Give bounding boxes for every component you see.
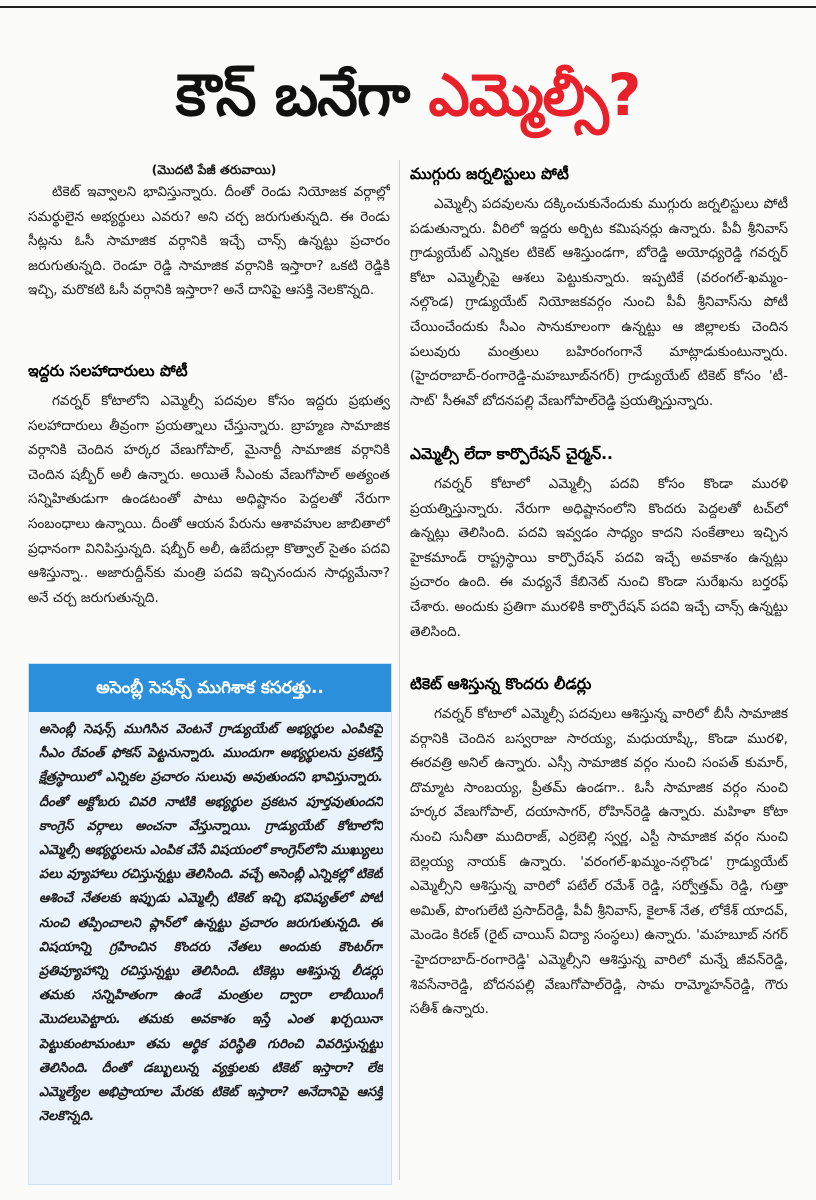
sidebar-box-title: అసెంబ్లీ సెషన్స్ ముగిశాక కసరత్తు.. (29, 664, 391, 712)
article-paragraph: ఎమ్మెల్సీ పదవులను దక్కించుకునేందుకు ముగ్గురు జర్నలిస్టులు పోటీ పడుతున్నారు. వీరిలో ఇద్దరు అర్బిట కమిషనర్లు ఉన్నారు. పీవీ శ్రీనివాస్ గ్రాడ్యుయేట్ ఎన్నికల టికెట్ ఆశిస్తుండగా, బోరెడ్డి అయోధ్యరెడ్డి గవర్నర్ కోటా ఎమ్మెల్సీపై ఆశలు పెట్టుకున్నారు. ఇప్పటికే (వరంగల్-ఖమ్మం-నల్గొండ) గ్రాడ్యుయేట్ నియోజకవర్గం నుంచి పీవీ శ్రీనివాస్‌ను పోటీ చేయించేందుకు సీఎం సానుకూలంగా ఉన్నట్టు ఆ జిల్లాలకు చెందిన పలువురు మంత్రులు బహిరంగంగానే మాట్లాడుకుంటున్నారు. (హైదరాబాద్-రంగారెడ్డి-మహబూబ్‌నగర్) గ్రాడ్యుయేట్ టికెట్ కోసం 'టీ-సాట్' సీఈవో బోదనపల్లి వేణుగోపాల్‌రెడ్డి ప్రయత్నిస్తున్నారు. (410, 196, 788, 409)
column-divider (399, 160, 400, 1180)
right-column (410, 160, 788, 1072)
headline (0, 40, 816, 150)
subheading: ఇద్దరు సలహాదారులు పోటీ (28, 362, 188, 380)
subheading: ముగ్గురు జర్నలిస్టులు పోటీ (410, 165, 569, 183)
headline-black: కౌన్ బనేగా (175, 61, 429, 129)
article-paragraph: గవర్నర్ కోటాలో ఎమ్మెల్సీ పదవి కోసం కొండా మురళి ప్రయత్నిస్తున్నారు. నేరుగా అధిష్టానంలోని కొందరు పెద్దలతో టచ్‌లో ఉన్నట్లు తెలిసింది. పదవి ఇవ్వడం సాధ్యం కాదని సంకేతాలు ఇచ్చిన హైకమాండ్ రాష్ట్రస్థాయి కార్పొరేషన్ పదవి ఇచ్చే అవకాశం ఉన్నట్లు ప్రచారం ఉంది. ఈ మధ్యనే కేబినెట్ నుంచి కొండా సురేఖను బర్తరఫ్ చేశారు. అందుకు ప్రతిగా మురళికి కార్పొరేషన్ పదవి ఇచ్చే చాన్స్ ఉన్నట్టు తెలిసింది. (410, 476, 788, 640)
subheading: టికెట్ ఆశిస్తున్న కొందరు లీడర్లు (410, 675, 592, 693)
headline-red: ఎమ్మెల్సీ? (428, 61, 641, 129)
left-column (28, 160, 390, 685)
top-rule (0, 6, 816, 8)
continuation-note: (మొదటి పేజీ తరువాయి) (151, 162, 277, 177)
article-paragraph: టికెట్ ఇవ్వాలని భావిస్తున్నారు. దీంతో రెండు నియోజక వర్గాల్లో సమర్థులైన అభ్యర్థులు ఎవరు? అని చర్చ జరుగుతున్నది. ఈ రెండు సీట్లను ఓసీ సామాజిక వర్గానికి ఇచ్చే చాన్స్ ఉన్నట్టు ప్రచారం జరుగుతున్నది. రెండూ రెడ్డి సామాజిక వర్గానికి ఇస్తారా? ఒకటి రెడ్డికి ఇచ్చి, మరొకటి ఓసీ వర్గానికి ఇస్తారా? అనే దానిపై ఆసక్తి నెలకొన్నది. (28, 184, 390, 299)
sidebar-box-body: అసెంబ్లీ సెషన్స్ ముగిసిన వెంటనే గ్రాడ్యుయేట్ అభ్యర్థుల ఎంపికపై సీఎం రేవంత్ ఫోకస్ పెట్టనున్నారు. ముందుగా అభ్యర్థులను ప్రకటిస్తే క్షేత్రస్థాయిలో ఎన్నికల ప్రచారం సులువు అవుతుందని భావిస్తున్నారు. దీంతో అక్టోబరు చివరి నాటికి అభ్యర్థుల ప్రకటన పూర్తవుతుందని కాంగ్రెస్ వర్గాలు అంచనా వేస్తున్నాయి. గ్రాడ్యుయేట్ కోటాలోని ఎమ్మెల్సీ అభ్యర్థులను ఎంపిక చేసే విషయంలో కాంగ్రెస్‌లోని ముఖ్యులు పలు వ్యూహాలు రచిస్తున్నట్టు తెలిసింది. వచ్చే అసెంబ్లీ ఎన్నికల్లో టికెట్ ఆశించే నేతలకు ఇప్పుడు ఎమ్మెల్సీ టికెట్ ఇచ్చి భవిష్యత్‌లో పోటీ నుంచి తప్పించాలని ప్లాన్‌లో ఉన్నట్టు ప్రచారం జరుగుతున్నది. ఈ విషయాన్ని గ్రహించిన కొందరు నేతలు అందుకు కౌంటర్‌గా ప్రతివ్యూహాన్ని రచిస్తున్నట్టు తెలిసింది. టికెట్లు ఆశిస్తున్న లీడర్లు తమకు సన్నిహితంగా ఉండే మంత్రుల ద్వారా లాబీయింగ్ మొదలుపెట్టారు. తమకు అవకాశం ఇస్తే ఎంత ఖర్చయినా పెట్టుకుంటామంటూ తమ ఆర్థిక పరిస్థితి గురించి వివరిస్తున్నట్టు తెలిసింది. దీంతో డబ్బులున్న వ్యక్తులకు టికెట్ ఇస్తారా? లేక ఎమ్మెల్యేల అభిప్రాయాల మేరకు టికెట్ ఇస్తారా? అనేదానిపై ఆసక్తి నెలకొన్నది. (39, 722, 383, 1125)
sidebar-box (28, 663, 392, 1185)
article-paragraph: గవర్నర్ కోటాలోని ఎమ్మెల్సీ పదవుల కోసం ఇద్దరు ప్రభుత్వ సలహాదారులు తీవ్రంగా ప్రయత్నాలు చేస్తున్నారు. బ్రాహ్మణ సామాజిక వర్గానికి చెందిన హర్కర వేణుగోపాల్, మైనార్టీ సామాజిక వర్గానికి చెందిన షబ్బీర్ అలీ ఉన్నారు. అయితే సీఎంకు వేణుగోపాల్ అత్యంత సన్నిహితుడుగా ఉండటంతో పాటు అధిష్టానం పెద్దలతో నేరుగా సంబంధాలు ఉన్నాయి. దీంతో ఆయన పేరును ఆశావహుల జాబితాలో ప్రధానంగా వినిపిస్తున్నది. షబ్బీర్ అలీ, ఉబేదుల్లా కొత్వాల్ సైతం పదవి ఆశిస్తున్నా.. అజారుద్దీన్‌కు మంత్రి పదవి ఇచ్చినందున సాధ్యమేనా? అనే చర్చ జరుగుతున్నది. (28, 393, 390, 606)
subheading: ఎమ్మెల్సీ లేదా కార్పొరేషన్ చైర్మన్.. (410, 445, 613, 463)
article-paragraph: గవర్నర్ కోటాలో ఎమ్మెల్సీ పదవులు ఆశిస్తున్న వారిలో బీసీ సామాజిక వర్గానికి చెందిన బస్వరాజు సారయ్య, మధుయాష్కీ, కొండా మురళి, ఈరవత్రి అనిల్ ఉన్నారు. ఎస్సీ సామాజిక వర్గం నుంచి సంపత్ కుమార్, దొమ్మాట సాంబయ్య, ప్రీతమ్ ఉండగా.. ఓసీ సామాజిక వర్గం నుంచి హర్కర వేణుగోపాల్, దయాసాగర్, రోహిన్‌రెడ్డి ఉన్నారు. మహిళా కోటా నుంచి సునీతా ముదిరాజ్, ఎర్రబెల్లి స్వర్ణ, ఎస్టీ సామాజిక వర్గం నుంచి బెల్లయ్య నాయక్ ఉన్నారు. 'వరంగల్-ఖమ్మం-నల్గొండ' గ్రాడ్యుయేట్ ఎమ్మెల్సీని ఆశిస్తున్న వారిలో పటేల్ రమేశ్ రెడ్డి, సర్వోత్తమ్ రెడ్డి, గుత్తా అమిత్, పొంగులేటి ప్రసాద్‌రెడ్డి, పీవీ శ్రీనివాస్, కైలాశ్ నేత, లోకేశ్ యాదవ్, మెండెం కిరణ్ (రైట్ చాయిస్ విద్యా సంస్థలు) ఉన్నారు. 'మహబూబ్ నగర్ -హైదరాబాద్-రంగారెడ్డి' ఎమ్మెల్సీని ఆశిస్తున్న వారిలో మన్నే జీవన్‌రెడ్డి, శివసేనారెడ్డి, బోదనపల్లి వేణుగోపాల్‌రెడ్డి, సామ రామ్మోహన్‌రెడ్డి, గౌరు సతీశ్ ఉన్నారు. (410, 706, 788, 1018)
